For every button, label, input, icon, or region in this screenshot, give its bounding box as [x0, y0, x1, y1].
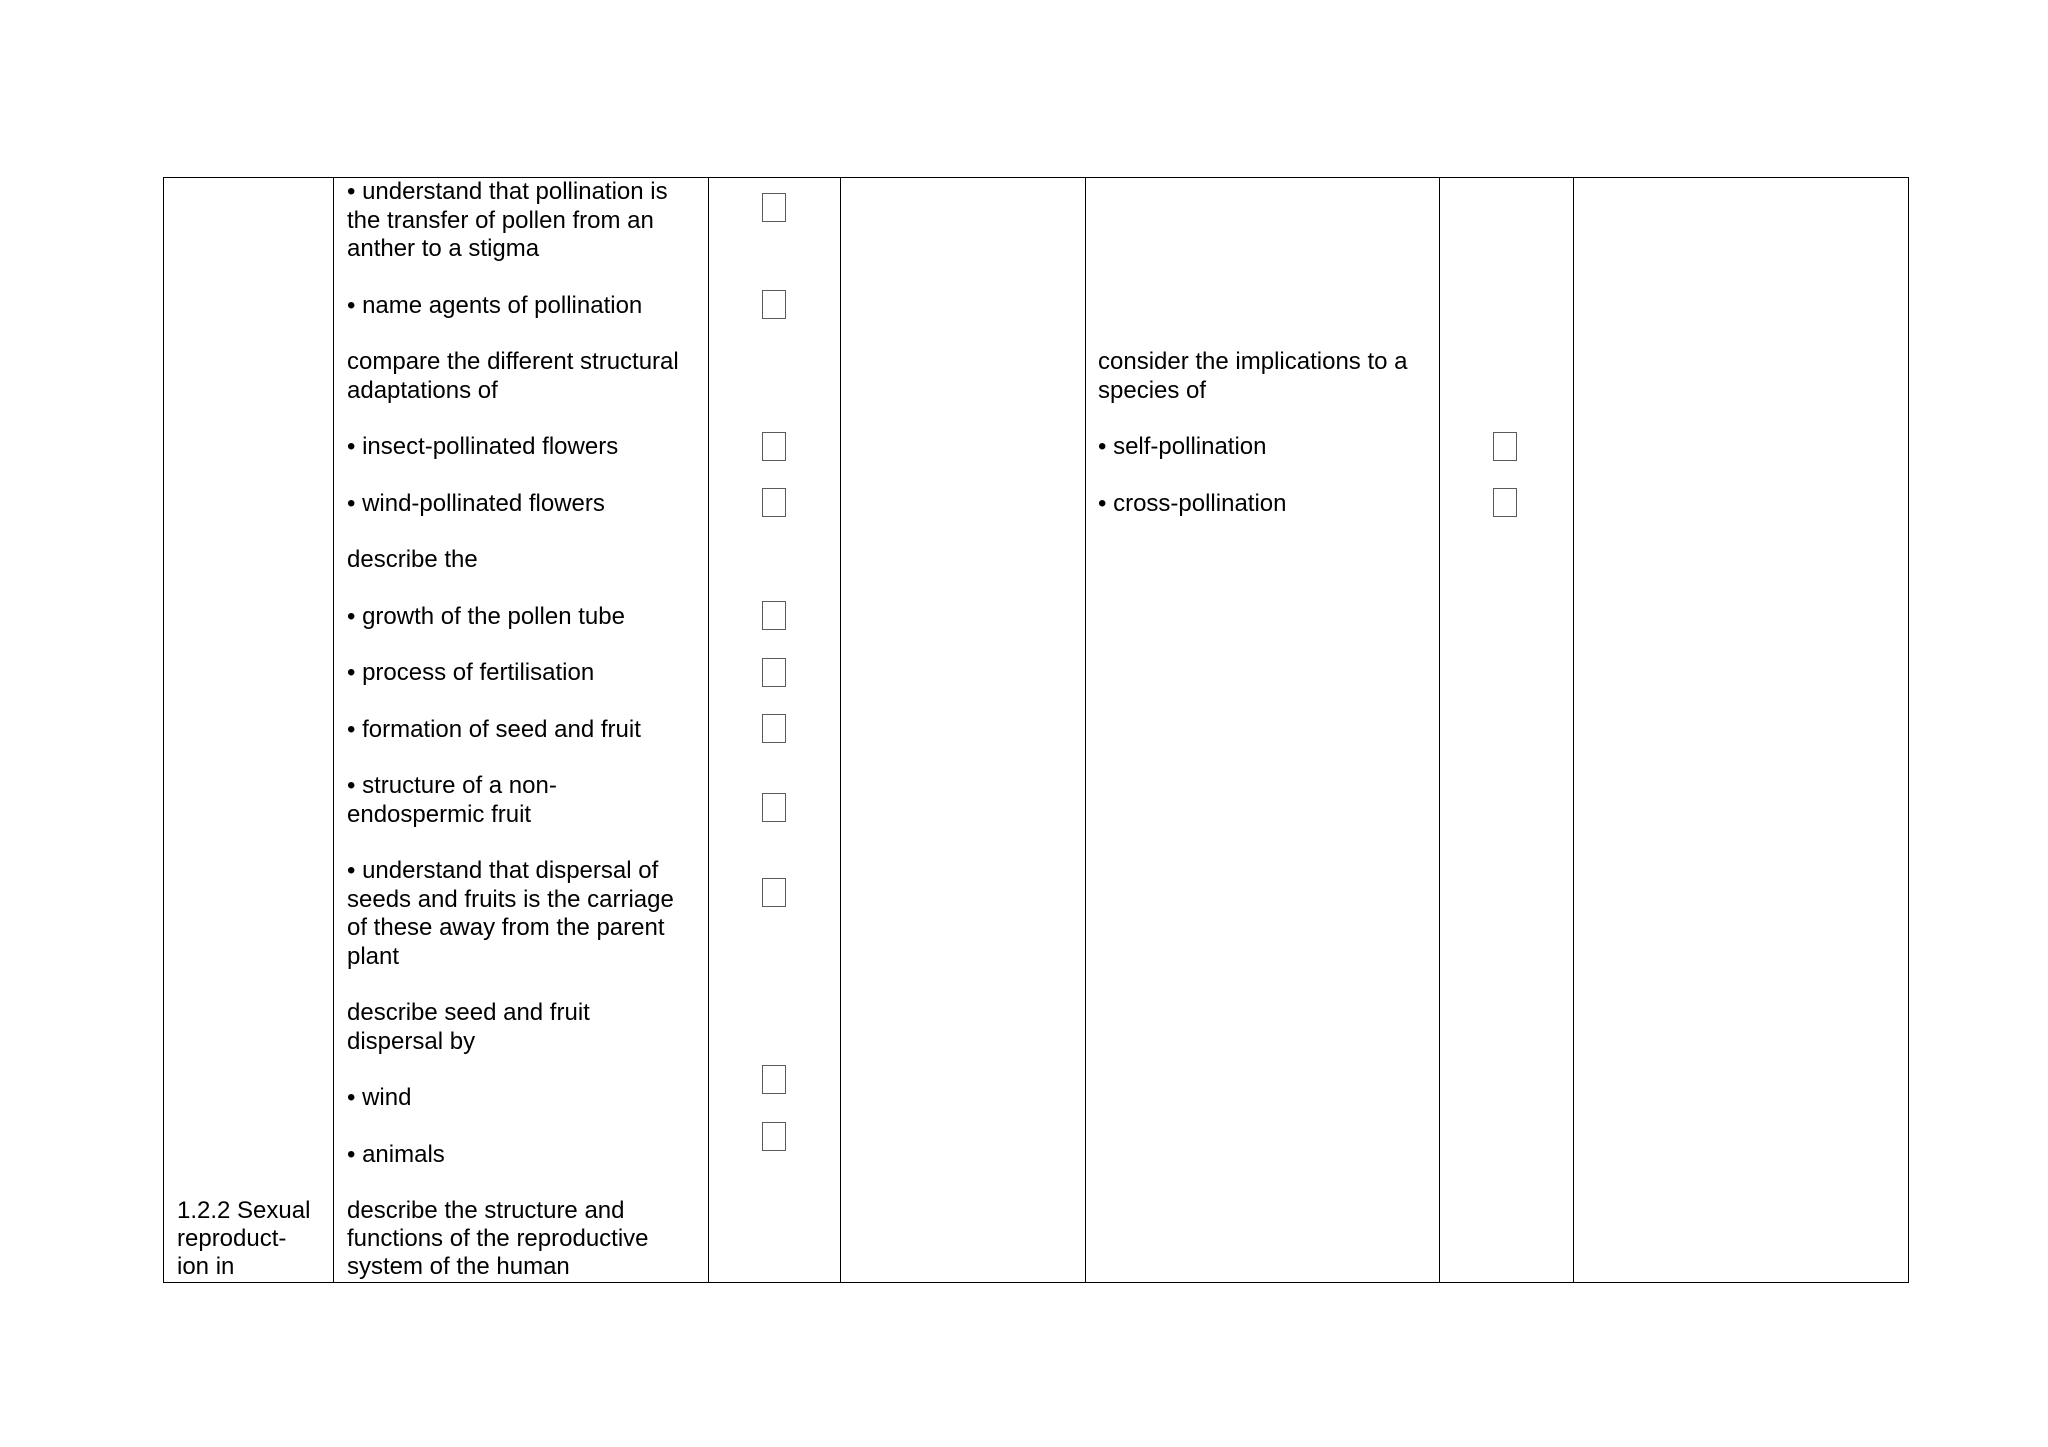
extended-item-text: • cross-pollination: [1098, 490, 1287, 517]
core-checkbox[interactable]: [762, 1122, 786, 1151]
core-item-text: • insect-pollinated flowers: [347, 433, 619, 460]
extended-item-text: • self-pollination: [1098, 433, 1267, 460]
section-label-line: ion in: [177, 1253, 235, 1280]
core-item-text: • understand that dispersal of: [347, 857, 659, 884]
core-checkbox[interactable]: [762, 714, 786, 743]
core-checkbox[interactable]: [762, 658, 786, 687]
core-item-text: the transfer of pollen from an: [347, 207, 654, 234]
core-item-text: • animals: [347, 1141, 445, 1168]
core-item-text: • growth of the pollen tube: [347, 603, 625, 630]
core-checkbox[interactable]: [762, 193, 786, 222]
section-label-line: 1.2.2 Sexual: [177, 1197, 311, 1224]
column-divider: [840, 178, 841, 1282]
core-checkbox[interactable]: [762, 601, 786, 630]
column-divider: [708, 178, 709, 1282]
core-item-text: describe seed and fruit: [347, 999, 590, 1026]
core-item-text: dispersal by: [347, 1028, 476, 1055]
core-item-text: • structure of a non-: [347, 772, 557, 799]
core-item-text: compare the different structural: [347, 348, 679, 375]
core-item-text: system of the human: [347, 1253, 570, 1280]
core-item-text: describe the structure and: [347, 1197, 625, 1224]
column-divider: [1439, 178, 1440, 1282]
core-item-text: plant: [347, 943, 400, 970]
core-item-text: • formation of seed and fruit: [347, 716, 641, 743]
core-checkbox[interactable]: [762, 1065, 786, 1094]
core-item-text: seeds and fruits is the carriage: [347, 886, 674, 913]
core-item-text: of these away from the parent: [347, 914, 665, 941]
core-checkbox[interactable]: [762, 290, 786, 319]
core-checkbox[interactable]: [762, 488, 786, 517]
core-item-text: functions of the reproductive: [347, 1225, 649, 1252]
extended-item-text: species of: [1098, 377, 1207, 404]
extended-item-text: consider the implications to a: [1098, 348, 1408, 375]
extended-checkbox[interactable]: [1493, 432, 1517, 461]
core-item-text: adaptations of: [347, 377, 498, 404]
core-item-text: • understand that pollination is: [347, 178, 668, 205]
core-item-text: describe the: [347, 546, 478, 573]
core-checkbox[interactable]: [762, 878, 786, 907]
extended-checkbox[interactable]: [1493, 488, 1517, 517]
core-checkbox[interactable]: [762, 793, 786, 822]
core-item-text: endospermic fruit: [347, 801, 532, 828]
core-item-text: • wind: [347, 1084, 412, 1111]
core-item-text: anther to a stigma: [347, 235, 540, 262]
core-item-text: • name agents of pollination: [347, 292, 643, 319]
core-item-text: • wind-pollinated flowers: [347, 490, 605, 517]
section-label-line: reproduct-: [177, 1225, 287, 1252]
column-divider: [1085, 178, 1086, 1282]
core-checkbox[interactable]: [762, 432, 786, 461]
core-item-text: • process of fertilisation: [347, 659, 595, 686]
column-divider: [1573, 178, 1574, 1282]
column-divider: [333, 178, 334, 1282]
